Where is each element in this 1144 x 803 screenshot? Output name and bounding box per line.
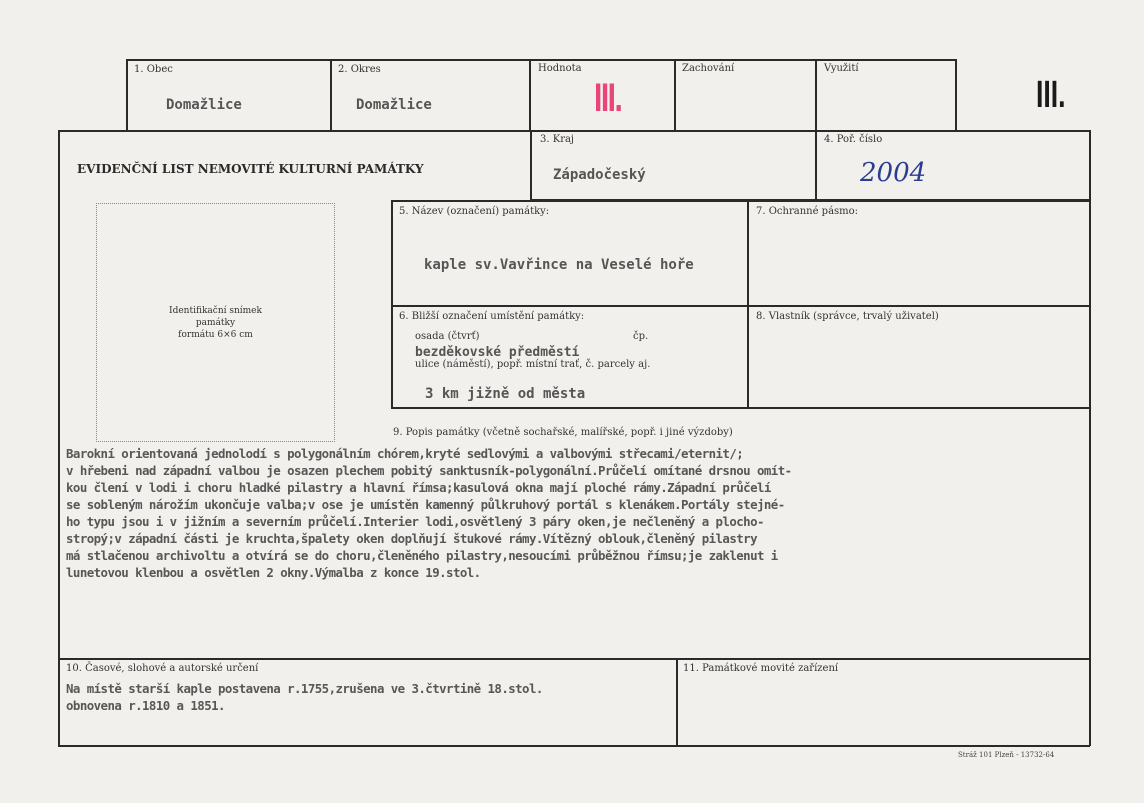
okres-label: 2. Okres (338, 64, 381, 75)
title-row-divider-2 (815, 130, 817, 200)
vyuziti-label: Využití (824, 63, 859, 74)
frame-right-border (1089, 130, 1091, 746)
photo-caption-line-3: formátu 6×6 cm (178, 330, 253, 340)
top-row-divider-3 (674, 59, 676, 130)
popis-line: Barokní orientovaná jednolodí s polygonálním chórem,kryté sedlovými a valbovými střecami/eternit/; (66, 446, 744, 461)
ulice-value: 3 km jižně od města (425, 386, 586, 402)
popis-line: v hřebeni nad západní valbou je osazen plechem pobitý sanktusník-polygonální.Průčelí omítané drsnou omít- (66, 463, 792, 478)
osada-value: bezděkovské předměstí (415, 345, 580, 360)
top-row-right-border (955, 59, 957, 130)
top-row-divider-1 (330, 59, 332, 130)
osada-label: osada (čtvrť) (415, 331, 480, 342)
grid-5-8-left (391, 200, 393, 408)
okres-value: Domažlice (356, 97, 432, 113)
popis-line: lunetovou klenbou a osvětlen 2 okny.Výmalba z konce 19.stol. (66, 565, 481, 580)
top-row-left-border (126, 59, 128, 130)
top-row-top-border (126, 59, 956, 61)
grid-5-8-middle (747, 200, 749, 408)
title-row-divider-1 (530, 130, 532, 200)
top-row-divider-4 (815, 59, 817, 130)
popis-line: stropý;v západní části je kruchta,špalety oken doplňují štukové rámy.Vítězný oblouk,členěný pilastry (66, 531, 757, 546)
grid-5-8-top (391, 200, 1089, 202)
popis-line: se sobleným nárožím ukončuje valba;v ose je umístěn kamenný půlkruhový portál s klenákem.Portály stejné- (66, 497, 785, 512)
por-cislo-label: 4. Poř. číslo (824, 134, 883, 145)
nazev-label: 5. Název (označení) památky: (399, 206, 550, 217)
urceni-line: obnovena r.1810 a 1851. (66, 698, 225, 713)
photo-placeholder-box (96, 203, 335, 442)
corner-category-mark: III. (1036, 74, 1066, 116)
popis-label: 9. Popis památky (včetně sochařské, malířské, popř. i jiné výzdoby) (393, 427, 733, 438)
urceni-line: Na místě starší kaple postavena r.1755,zrušena ve 3.čtvrtině 18.stol. (66, 681, 543, 696)
popis-line: kou člení v lodi i choru hladké pilastry a hlavní římsa;kasulová okna mají ploché rámy.Západní průčelí (66, 480, 771, 495)
hodnota-label: Hodnota (538, 63, 582, 74)
popis-line: ho typu jsou i v jižním a severním průčelí.Interier lodi,osvětlený 3 páry oken,je nečleněný a plocho- (66, 514, 764, 529)
ochranne-pasmo-label: 7. Ochranné pásmo: (756, 206, 859, 217)
form-title: EVIDENČNÍ LIST NEMOVITÉ KULTURNÍ PAMÁTKY (77, 162, 424, 176)
por-cislo-value: 2004 (860, 158, 927, 188)
ulice-label: ulice (náměstí), popř. místní trať, č. parcely aj. (415, 359, 651, 370)
cp-label: čp. (633, 331, 649, 342)
kraj-value: Západočeský (553, 167, 646, 183)
frame-top-border (58, 130, 1090, 132)
nazev-value: kaple sv.Vavřince na Veselé hoře (424, 257, 694, 273)
grid-5-8-hsplit (391, 305, 1089, 307)
kraj-label: 3. Kraj (540, 134, 575, 145)
urceni-text (66, 680, 543, 714)
popis-line: má stlačenou archivoltu a otvírá se do choru,členěného pilastry,nesoucími průběžnou římsu;je zaklenut i (66, 548, 778, 563)
zachovani-label: Zachování (682, 63, 735, 74)
movite-zarizeni-label: 11. Památkové movité zařízení (683, 663, 839, 674)
bottom-section-divider (676, 658, 678, 746)
bottom-section-top (58, 658, 1090, 660)
frame-left-border (58, 130, 60, 746)
urceni-label: 10. Časové, slohové a autorské určení (66, 663, 259, 674)
frame-bottom-border (58, 745, 1090, 747)
photo-caption-line-1: Identifikační snímek (169, 306, 262, 316)
umisteni-label: 6. Bližší označení umístění památky: (399, 311, 585, 322)
hodnota-stamp: III. (594, 76, 622, 120)
photo-caption-line-2: památky (195, 318, 236, 328)
obec-label: 1. Obec (134, 64, 173, 75)
popis-text (66, 445, 1086, 581)
obec-value: Domažlice (166, 97, 242, 113)
printer-note: Stráž 101 Plzeň - 13732-64 (958, 751, 1055, 759)
grid-5-8-bottom (391, 407, 1089, 409)
vlastnik-label: 8. Vlastník (správce, trvalý uživatel) (756, 311, 939, 322)
photo-box-caption (97, 305, 334, 341)
top-row-divider-2 (529, 59, 531, 130)
